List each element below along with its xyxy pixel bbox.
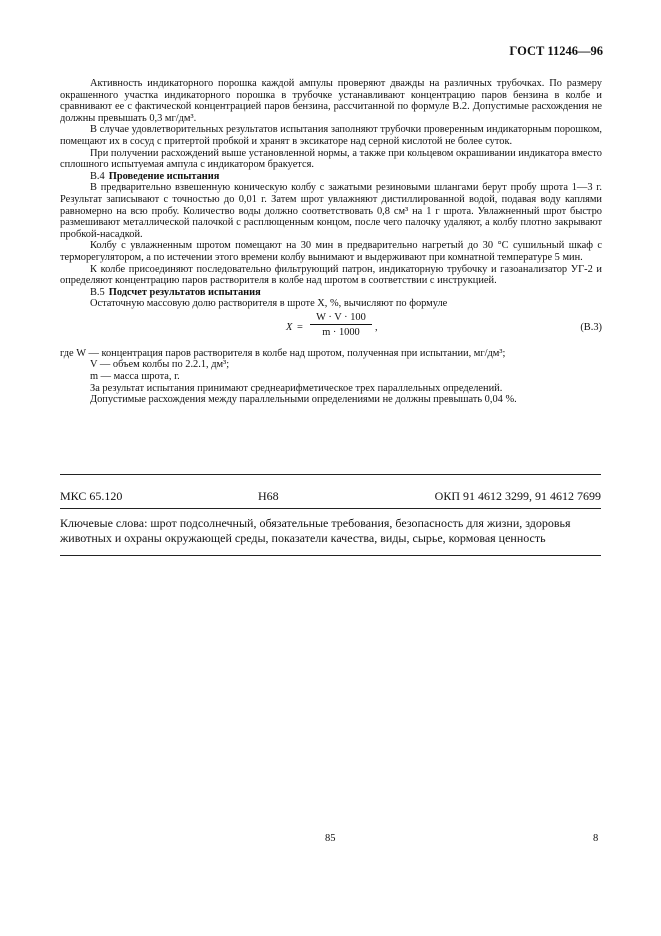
divider-middle — [60, 508, 601, 509]
divider-top — [60, 474, 601, 475]
paragraph: Колбу с увлажненным шротом помещают на 30 мин в предварительно нагретый до 30 °С сушильный шкаф с терморегулятором, а по истечении этого времени колбу вынимают и выдерживают при комнатной температуре 5 мин. — [60, 240, 602, 263]
section-number: В.5 — [90, 286, 105, 298]
section-number: В.4 — [90, 170, 105, 182]
formula-equals: = — [297, 321, 303, 333]
formula-denominator: m · 1000 — [322, 327, 360, 339]
definition-w: где W — концентрация паров растворителя в колбе над шротом, полученная при испытании, мг/дм³; — [60, 347, 506, 359]
page-number-right: 8 — [593, 833, 599, 844]
divider-bottom — [60, 555, 601, 556]
formula-b3 — [60, 311, 602, 345]
section-heading-b5 — [60, 287, 602, 299]
formula-comma: , — [375, 321, 378, 333]
paragraph: К колбе присоединяют последовательно фильтрующий патрон, индикаторную трубочку и газоанализатор УГ-2 и определяют концентрацию паров растворителя в колбе над шротом в соответствии с инструкцией. — [60, 263, 602, 287]
main-text — [60, 78, 602, 406]
category-code: Н68 — [258, 489, 279, 503]
paragraph: Остаточную массовую долю растворителя в шроте X, %, вычисляют по формуле — [90, 298, 448, 310]
definition-v: V — объем колбы по 2.2.1, дм³; — [90, 359, 230, 371]
paragraph: За результат испытания принимают среднеарифметическое трех параллельных определений. — [90, 382, 503, 394]
okp-code: ОКП 91 4612 3299, 91 4612 7699 — [434, 489, 601, 503]
paragraph: В случае удовлетворительных результатов испытания заполняют трубочки проверенным индикаторным порошком, помещают их в сосуд с притертой пробкой и хранят в эксикаторе над серной кислотой не более суток. — [60, 124, 602, 147]
definition-m: m — масса шрота, г. — [90, 371, 180, 383]
keywords: Ключевые слова: шрот подсолнечный, обязательные требования, безопасность для жизни, здоровья животных и охраны окружающей среды, показатели качества, виды, сырье, кормовая ценность — [60, 516, 571, 545]
section-title: Проведение испытания — [108, 170, 220, 182]
paragraph: В предварительно взвешенную коническую колбу с зажатыми резиновыми шлангами берут пробу шрота 1—3 г. Результат записывают с точностью до 0,01 г. Затем шрот увлажняют дистиллированной водой, подавая воду каплями равномерно на всю пробу. Количество воды должно соответствовать 0,8 см³ на 1 г шрота. Увлажненный шрот быстро размешивают металлической палочкой с расплющенным концом, после чего палочку удаляют, а колбу плотно закрывают пробкой-насадкой. — [60, 182, 602, 240]
formula-numerator: W · V · 100 — [310, 312, 372, 326]
page-number-center: 85 — [325, 833, 336, 844]
paragraph: Допустимые расхождения между параллельными определениями не должны превышать 0,04 %. — [90, 394, 517, 406]
formula-label: (В.3) — [580, 321, 602, 333]
paragraph: При получении расхождений выше установленной нормы, а также при кольцевом окрашивании индикатора вместо сплошного испытуемая ампула с индикатором бракуется. — [60, 147, 602, 171]
mks-code: МКС 65.120 — [60, 489, 123, 503]
standard-header: ГОСТ 11246—96 — [509, 44, 603, 58]
section-heading-b4 — [60, 171, 602, 183]
definitions — [60, 359, 602, 382]
section-title: Подсчет результатов испытания — [108, 286, 261, 298]
formula-fraction — [310, 312, 372, 339]
paragraph: Активность индикаторного порошка каждой ампулы проверяют дважды на различных трубочках. По размеру окрашенного участка индикаторного порошка в трубочке устанавливают концентрацию паров бензина в колбе и сравнивают ее с фактической концентрацией паров бензина, рассчитанной по формуле В.2. Допустимые расхождения не должны превышать 0,3 мг/дм³. — [60, 78, 602, 124]
formula-lhs: X — [286, 321, 293, 333]
